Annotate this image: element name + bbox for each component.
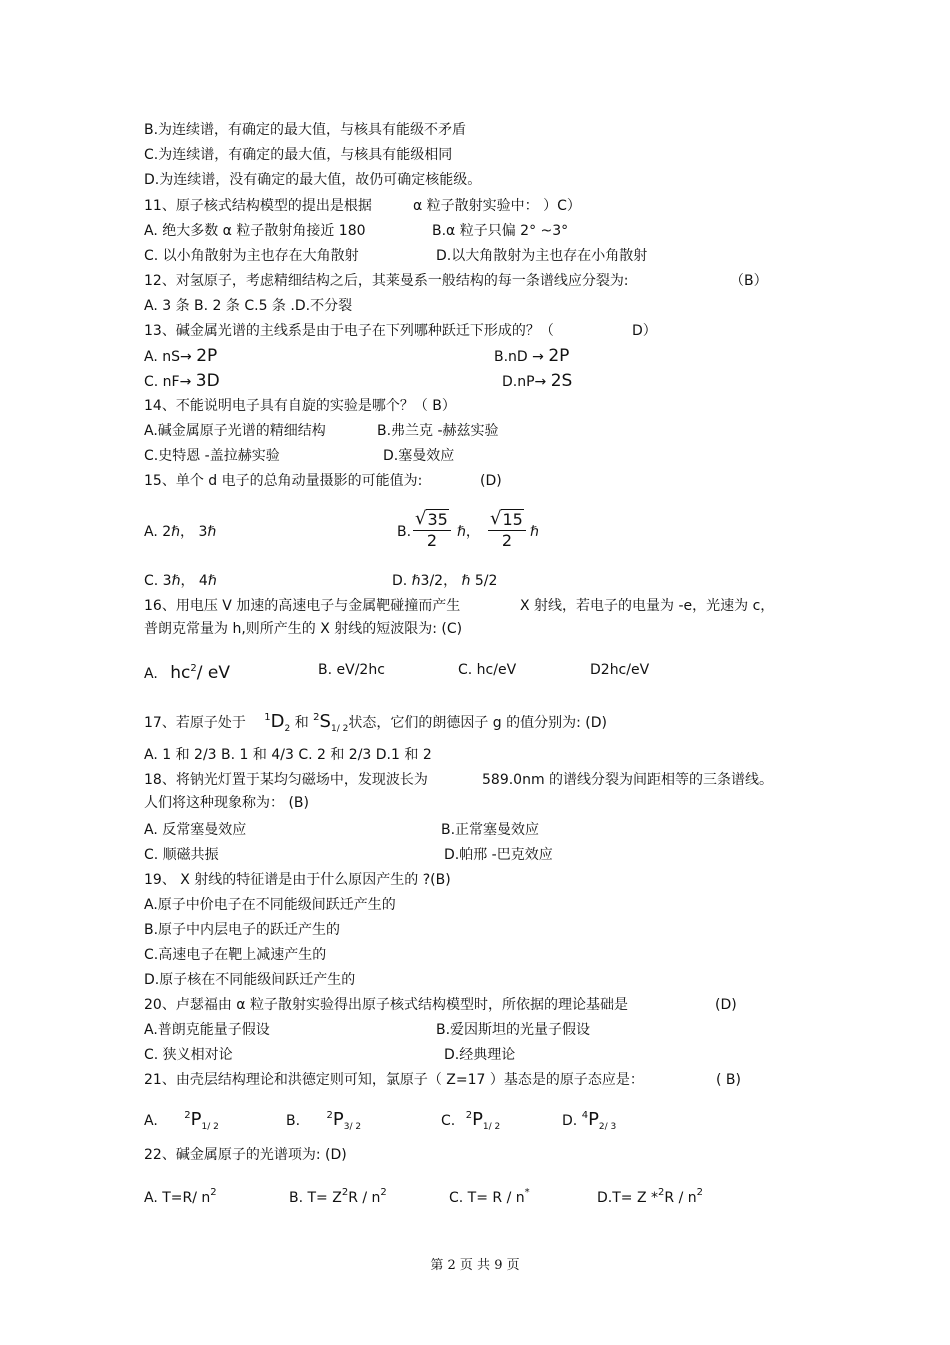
sqrt-icon: √: [490, 508, 502, 529]
question-18-cont: 人们将这种现象称为： (B): [144, 795, 309, 811]
option-d: D.原子核在不同能级间跃迁产生的: [144, 972, 356, 988]
option-a: A. 反常塞曼效应: [144, 822, 247, 838]
option-d: D. ℏ3/2， ℏ 5/2: [392, 573, 498, 589]
option-b: B. eV/2hc: [318, 662, 385, 678]
subscript: 3/ 2: [343, 1122, 362, 1132]
option-label: B.nD →: [494, 349, 544, 365]
question-text: 状态，它们的朗德因子 g 的值分别为: (D): [348, 715, 608, 731]
option-b: [494, 347, 569, 366]
superscript: 1: [264, 712, 271, 723]
exponent: 2: [380, 1187, 387, 1198]
option-a: [144, 1107, 219, 1136]
option-a: A.原子中价电子在不同能级间跃迁产生的: [144, 897, 396, 913]
formula: / eV: [196, 663, 230, 683]
hbar-symbol: ℏ: [530, 524, 539, 540]
option-d: [562, 1107, 616, 1136]
option-b: [289, 1184, 387, 1207]
exponent: 2: [341, 1187, 349, 1198]
option-label: A. nS→: [144, 349, 192, 365]
option-a: A.碱金属原子光谱的精细结构: [144, 423, 326, 439]
term-symbol: P: [190, 1109, 202, 1130]
option-c: [449, 1184, 530, 1207]
option-c: C. hc/eV: [458, 662, 517, 678]
fraction: [413, 509, 451, 551]
denominator: 2: [501, 531, 513, 550]
subscript: 1/ 2: [482, 1122, 501, 1132]
page-footer: 第 2 页 共 9 页: [430, 1258, 520, 1273]
option-line: B.为连续谱，有确定的最大值，与核具有能级不矛盾: [144, 122, 467, 138]
option-label: C. nF→: [144, 374, 192, 390]
option-a: [144, 1184, 217, 1207]
option-d: D.以大角散射为主也存在小角散射: [436, 248, 648, 264]
option-a: A. 2ℏ， 3ℏ: [144, 524, 217, 540]
term-symbol: P: [472, 1109, 483, 1130]
exponent: 2: [190, 663, 197, 674]
radicand: 15: [502, 510, 523, 529]
superscript: 2: [326, 1110, 333, 1121]
option-d: D2hc/eV: [590, 662, 650, 678]
option-b-label: B.: [397, 524, 412, 540]
option-c: C. 3ℏ， 4ℏ: [144, 573, 217, 589]
option-label: A.: [144, 666, 158, 682]
subscript: 2: [284, 724, 291, 734]
question-20: 20、卢瑟福由 α 粒子散射实验得出原子核式结构模型时，所依据的理论基础是: [144, 997, 628, 1013]
question-13: 13、碱金属光谱的主线系是由于电子在下列哪种跃迁下形成的？（: [144, 323, 554, 339]
formula: B. T= Z: [289, 1190, 342, 1206]
option-a: A. 绝大多数 α 粒子散射角接近 180: [144, 223, 366, 239]
question-16: 16、用电压 V 加速的高速电子与金属靶碰撞而产生: [144, 598, 461, 614]
option-c: [144, 372, 220, 391]
question-22: 22、碱金属原子的光谱项为: (D): [144, 1147, 347, 1163]
option-label: B.: [286, 1113, 301, 1129]
formula: R / n: [348, 1190, 381, 1206]
option-b: B.原子中内层电子的跃迁产生的: [144, 922, 341, 938]
term: 3D: [195, 371, 220, 391]
term-symbol: P: [588, 1109, 599, 1130]
option-d: D.塞曼效应: [383, 448, 455, 464]
option-c: [441, 1107, 500, 1136]
option-c: C. 顺磁共振: [144, 847, 219, 863]
hbar-symbol: ℏ，: [457, 524, 480, 540]
option-label: D.nP→: [502, 374, 547, 390]
formula: D.T= Z *: [597, 1190, 659, 1206]
question-18: 18、将钠光灯置于某均匀磁场中，发现波长为: [144, 772, 428, 788]
question-17: [144, 709, 607, 738]
answer: (D): [715, 997, 737, 1013]
option-line: D.为连续谱，没有确定的最大值，故仍可确定核能级。: [144, 172, 482, 188]
term: 2P: [196, 346, 218, 366]
option-c: C.史特恩 -盖拉赫实验: [144, 448, 280, 464]
option-d: [597, 1184, 703, 1207]
option-b: B.α 粒子只偏 2° ~3°: [432, 223, 569, 239]
formula: R / n: [664, 1190, 697, 1206]
option-d: D.经典理论: [444, 1047, 516, 1063]
superscript: 4: [581, 1110, 589, 1121]
answer: D）: [632, 323, 657, 339]
question-11: 11、原子核式结构模型的提出是根据: [144, 198, 372, 214]
subscript: 1/ 2: [330, 724, 349, 734]
numerator: [413, 509, 451, 531]
option-a: [144, 347, 217, 366]
superscript: 2: [465, 1110, 473, 1121]
question-19: 19、 X 射线的特征谱是由于什么原因产生的 ?(B): [144, 872, 451, 888]
question-18-cont: 589.0nm 的谱线分裂为间距相等的三条谱线。: [482, 772, 774, 788]
exponent: *: [524, 1187, 530, 1198]
option-c: C. 以小角散射为主也存在大角散射: [144, 248, 359, 264]
question-11-cont: α 粒子散射实验中： ）C）: [413, 198, 581, 214]
question-text: 17、若原子处于: [144, 715, 246, 731]
formula: C. T= R / n: [449, 1190, 525, 1206]
question-15: 15、单个 d 电子的总角动量摄影的可能值为:: [144, 473, 423, 489]
answer: （B）: [730, 273, 768, 289]
denominator: 2: [426, 531, 438, 550]
option-b: [286, 1107, 361, 1136]
options-line: A. 3 条 B. 2 条 C.5 条 .D.不分裂: [144, 298, 353, 314]
option-b: B.正常塞曼效应: [441, 822, 540, 838]
term: 2P: [548, 346, 570, 366]
option-b: B.弗兰克 -赫兹实验: [377, 423, 499, 439]
numerator: [488, 509, 526, 531]
option-c: C. 狭义相对论: [144, 1047, 233, 1063]
term: 2S: [550, 371, 573, 391]
subscript: 2/ 3: [598, 1122, 617, 1132]
question-21: 21、由壳层结构理论和洪德定则可知，氯原子（ Z=17 ）基态是的原子态应是：: [144, 1072, 644, 1088]
term-symbol: S: [319, 711, 331, 732]
option-b: B.爱因斯坦的光量子假设: [436, 1022, 591, 1038]
option-label: C.: [441, 1113, 456, 1129]
conjunction: 和: [294, 715, 309, 731]
radicand: 35: [427, 510, 448, 529]
option-d: [502, 372, 572, 391]
option-a: [144, 660, 230, 683]
option-c: C.高速电子在靶上减速产生的: [144, 947, 327, 963]
answer: (D): [480, 473, 502, 489]
exponent: 2: [696, 1187, 703, 1198]
sqrt-icon: √: [415, 508, 427, 529]
question-12: 12、对氢原子，考虑精细结构之后，其莱曼系一般结构的每一条谱线应分裂为:: [144, 273, 629, 289]
superscript: 2: [184, 1110, 191, 1121]
option-d: D.帕邢 -巴克效应: [444, 847, 553, 863]
fraction: [488, 509, 526, 551]
formula: A. T=R/ n: [144, 1190, 211, 1206]
exponent: 2: [210, 1187, 217, 1198]
question-14: 14、不能说明电子具有自旋的实验是哪个？（ B）: [144, 398, 456, 414]
question-16-cont: 普朗克常量为 h,则所产生的 X 射线的短波限为: (C): [144, 621, 463, 637]
term-symbol: P: [332, 1109, 344, 1130]
option-a: A.普朗克能量子假设: [144, 1022, 270, 1038]
answer: ( B): [716, 1072, 741, 1088]
question-16-cont: X 射线，若电子的电量为 -e，光速为 c，: [520, 598, 775, 614]
option-line: C.为连续谱，有确定的最大值，与核具有能级相同: [144, 147, 453, 163]
option-label: A.: [144, 1113, 158, 1129]
subscript: 1/ 2: [201, 1122, 219, 1132]
option-label: D.: [562, 1113, 578, 1129]
term-symbol: D: [270, 711, 285, 732]
formula: hc: [170, 663, 191, 683]
superscript: 2: [313, 712, 320, 723]
options-line: A. 1 和 2/3 B. 1 和 4/3 C. 2 和 2/3 D.1 和 2: [144, 747, 432, 763]
exponent: 2: [658, 1187, 665, 1198]
